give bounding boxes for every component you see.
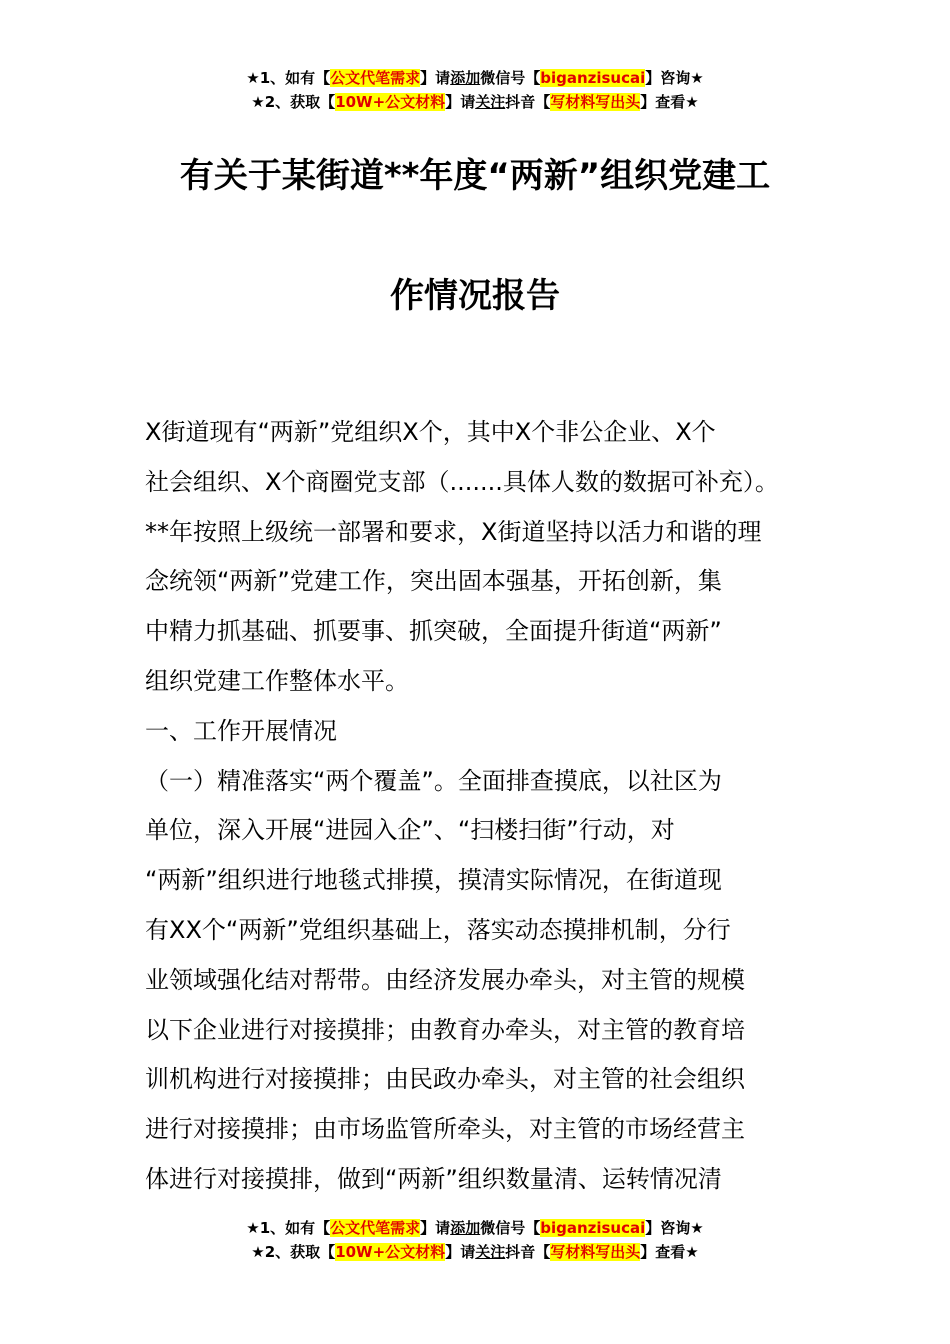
banner-highlight: 写材料写出头 [550, 93, 641, 111]
banner-text: ★1、如有【 [246, 1219, 331, 1237]
banner-text: ★2、获取【 [251, 93, 336, 111]
banner-text: ★2、获取【 [251, 1243, 336, 1261]
header-banner [0, 66, 950, 114]
banner-text: 】请 [420, 1219, 451, 1237]
banner-highlight: 公文代笔需求 [330, 1219, 421, 1237]
document-body [145, 408, 813, 1205]
body-line: X街道现有“两新”党组织X个，其中X个非公企业、X个 [145, 418, 716, 446]
banner-line-1 [0, 1216, 950, 1240]
body-line: 以下企业进行对接摸排；由教育办牵头，对主管的教育培 [145, 1015, 745, 1044]
body-line: 业领域强化结对帮带。由经济发展办牵头，对主管的规模 [145, 965, 745, 994]
body-line: 社会组织、X个商圈党支部（.......具体人数的数据可补充）。 [145, 467, 779, 496]
body-line: 组织党建工作整体水平。 [145, 666, 409, 695]
banner-text: 微信号【 [480, 1219, 541, 1237]
banner-text: 】请 [445, 1243, 476, 1261]
banner-text: 】查看★ [640, 93, 699, 111]
banner-text: 】请 [445, 93, 476, 111]
banner-text: 】咨询★ [645, 69, 704, 87]
body-line: （一）精准落实“两个覆盖”。全面排查摸底，以社区为 [145, 766, 722, 795]
banner-text: 】查看★ [640, 1243, 699, 1261]
body-line: 进行对接摸排；由市场监管所牵头，对主管的市场经营主 [145, 1115, 745, 1144]
banner-highlight: biganzisucai [540, 1219, 646, 1237]
body-line: 训机构进行对接摸排；由民政办牵头，对主管的社会组织 [145, 1065, 745, 1094]
banner-text: 抖音【 [505, 1243, 551, 1261]
body-line: **年按照上级统一部署和要求，X街道坚持以活力和谐的理 [145, 517, 762, 546]
footer-banner [0, 1216, 950, 1264]
banner-text: 】咨询★ [645, 1219, 704, 1237]
banner-text: 抖音【 [505, 93, 551, 111]
banner-line-1 [0, 66, 950, 90]
banner-highlight: biganzisucai [540, 69, 646, 87]
banner-underline: 关注 [475, 93, 506, 111]
banner-line-2 [0, 1240, 950, 1264]
banner-highlight: 写材料写出头 [550, 1243, 641, 1261]
banner-text: ★1、如有【 [246, 69, 331, 87]
document-title-line-1: 有关于某街道**年度“两新”组织党建工 [179, 156, 771, 196]
banner-highlight: 10W+公文材料 [335, 93, 446, 111]
document-title-line-2: 作情况报告 [390, 276, 560, 316]
section-heading: 一、工作开展情况 [145, 716, 337, 745]
banner-underline: 关注 [475, 1243, 506, 1261]
body-line: 单位，深入开展“进园入企”、“扫楼扫街”行动，对 [145, 816, 675, 845]
banner-text: 】请 [420, 69, 451, 87]
banner-line-2 [0, 90, 950, 114]
body-line: 中精力抓基础、抓要事、抓突破，全面提升街道“两新” [145, 617, 722, 646]
banner-underline: 添加 [450, 69, 481, 87]
body-line: “两新”组织进行地毯式排摸，摸清实际情况，在街道现 [145, 866, 722, 895]
banner-highlight: 公文代笔需求 [330, 69, 421, 87]
body-line: 念统领“两新”党建工作，突出固本强基，开拓创新，集 [145, 567, 722, 596]
body-line: 体进行对接摸排，做到“两新”组织数量清、运转情况清 [145, 1164, 722, 1193]
banner-highlight: 10W+公文材料 [335, 1243, 446, 1261]
banner-text: 微信号【 [480, 69, 541, 87]
banner-underline: 添加 [450, 1219, 481, 1237]
body-line: 有XX个“两新”党组织基础上，落实动态摸排机制，分行 [145, 915, 731, 944]
